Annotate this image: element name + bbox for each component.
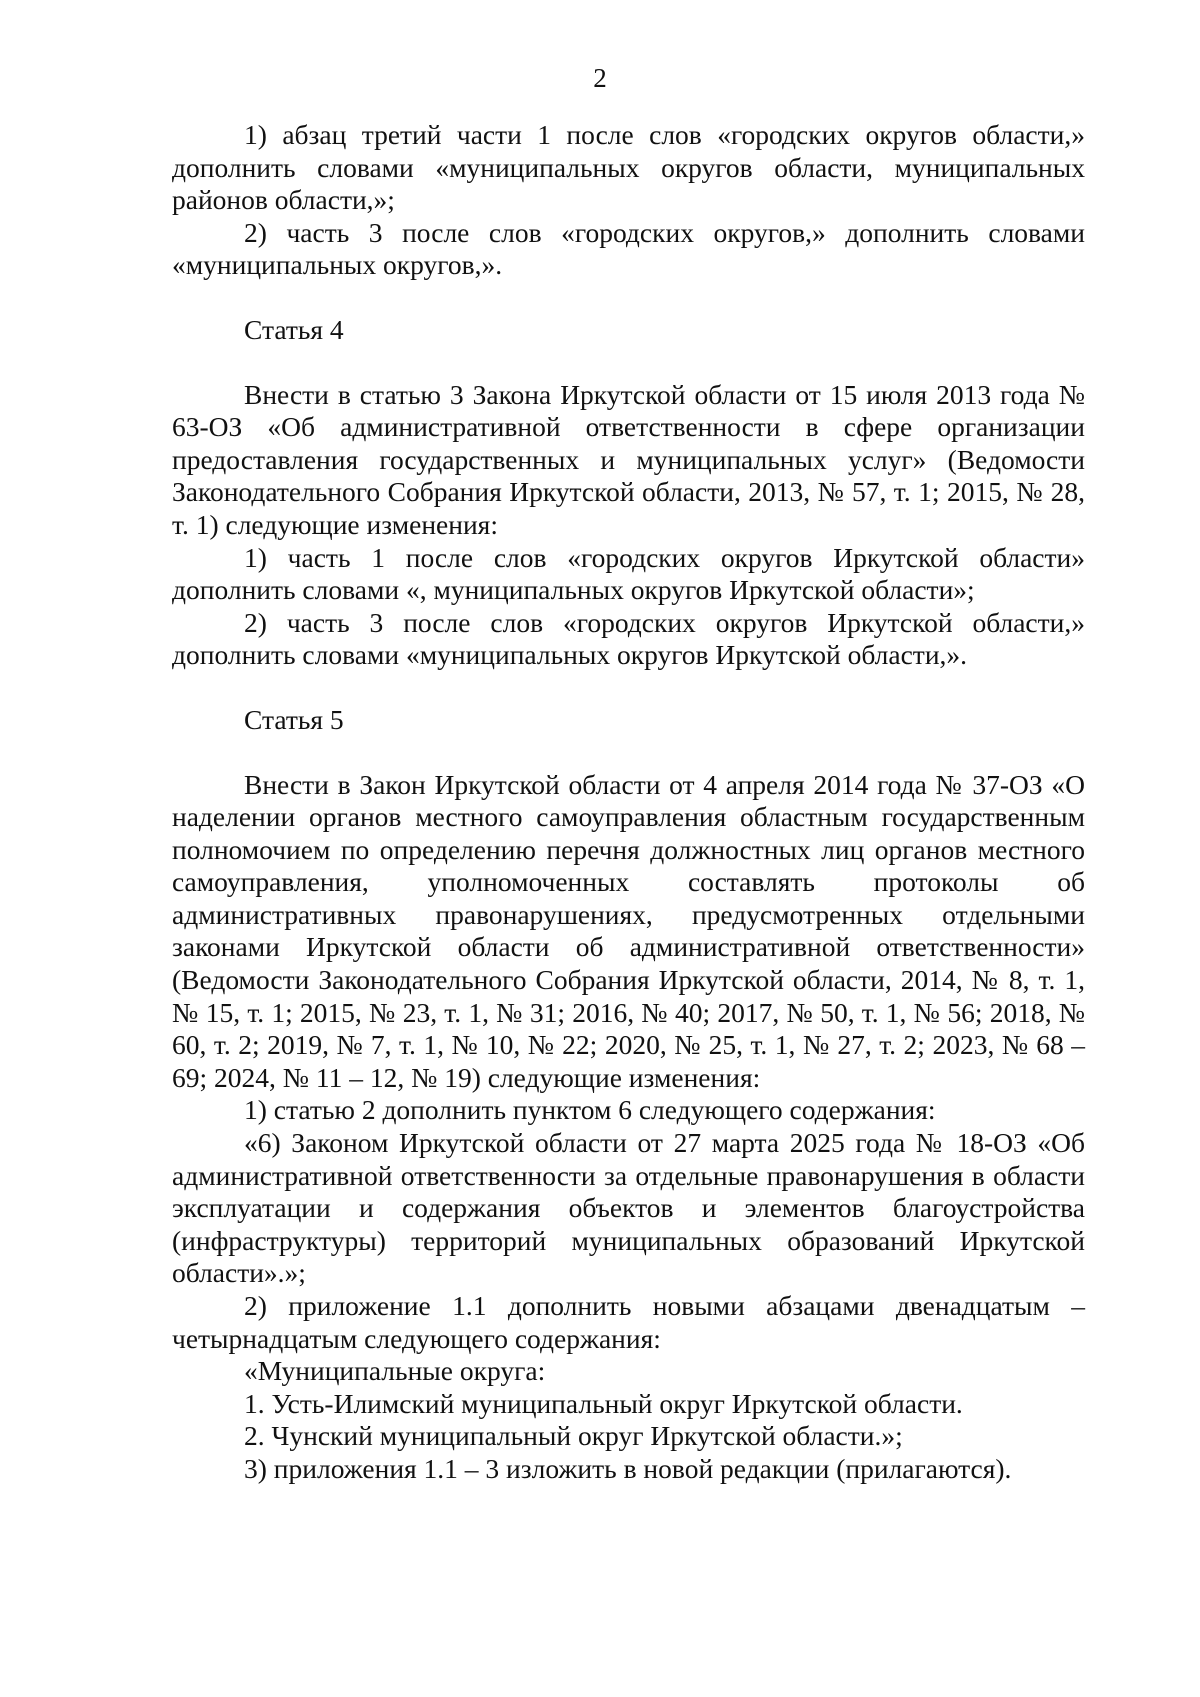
municipal-district-2: 2. Чунский муниципальный округ Иркутской области.»; [244,1420,903,1452]
paragraph-item-2: 2) часть 3 после слов «городских округов,» дополнить словами «муниципальных округов,». [172,216,1085,281]
page-number: 2 [593,63,607,93]
article-5-intro: Внести в Закон Иркутской области от 4 апреля 2014 года № 37-ОЗ «О наделении органов местного самоуправления областным государственным полномочием по определению перечня должностных лиц органов местного самоуправления, уполномоченных составлять протоколы об административных правонарушениях, предусмотренных отдельными законами Иркутской области об административной ответственности» (Ведомости Законодательного Собрания Иркутской области, 2014, № 8, т. 1, № 15, т. 1; 2015, № 23, т. 1, № 31; 2016, № 40; 2017, № 50, т. 1, № 56; 2018, № 60, т. 2; 2019, № 7, т. 1, № 10, № 22; 2020, № 25, т. 1, № 27, т. 2; 2023, № 68 – 69; 2024, № 11 – 12, № 19) следующие изменения: [172,768,1085,1093]
article-4-item-1: 1) часть 1 после слов «городских округов Иркутской области» дополнить словами «, муниципальных округов Иркутской области»; [172,541,1085,606]
article-5-item-3: 3) приложения 1.1 – 3 изложить в новой редакции (прилагаются). [244,1452,1012,1484]
paragraph-item-1: 1) абзац третий части 1 после слов «городских округов области,» дополнить словами «муниципальных округов области, муниципальных районов области,»; [172,119,1085,216]
article-4-heading: Статья 4 [244,313,344,345]
document-body [172,119,1085,1486]
article-5-item-2: 2) приложение 1.1 дополнить новыми абзацами двенадцатым – четырнадцатым следующего содержания: [172,1290,1085,1354]
article-5-heading: Статья 5 [244,703,344,735]
article-4-item-2: 2) часть 3 после слов «городских округов Иркутской области,» дополнить словами «муниципальных округов Иркутской области,». [172,606,1085,671]
article-5-quote: «6) Законом Иркутской области от 27 марта 2025 года № 18-ОЗ «Об административной ответственности за отдельные правонарушения в области эксплуатации и содержания объектов и элементов благоустройства (инфраструктуры) территорий муниципальных образований Иркутской области».»; [172,1127,1085,1289]
municipal-districts-heading: «Муниципальные округа: [244,1355,546,1387]
municipal-district-1: 1. Усть-Илимский муниципальный округ Иркутской области. [244,1387,963,1419]
article-4-intro: Внести в статью 3 Закона Иркутской области от 15 июля 2013 года № 63-ОЗ «Об административной ответственности в сфере организации предоставления государственных и муниципальных услуг» (Ведомости Законодательного Собрания Иркутской области, 2013, № 57, т. 1; 2015, № 28, т. 1) следующие изменения: [172,378,1085,540]
article-5-item-1: 1) статью 2 дополнить пунктом 6 следующего содержания: [244,1094,936,1126]
